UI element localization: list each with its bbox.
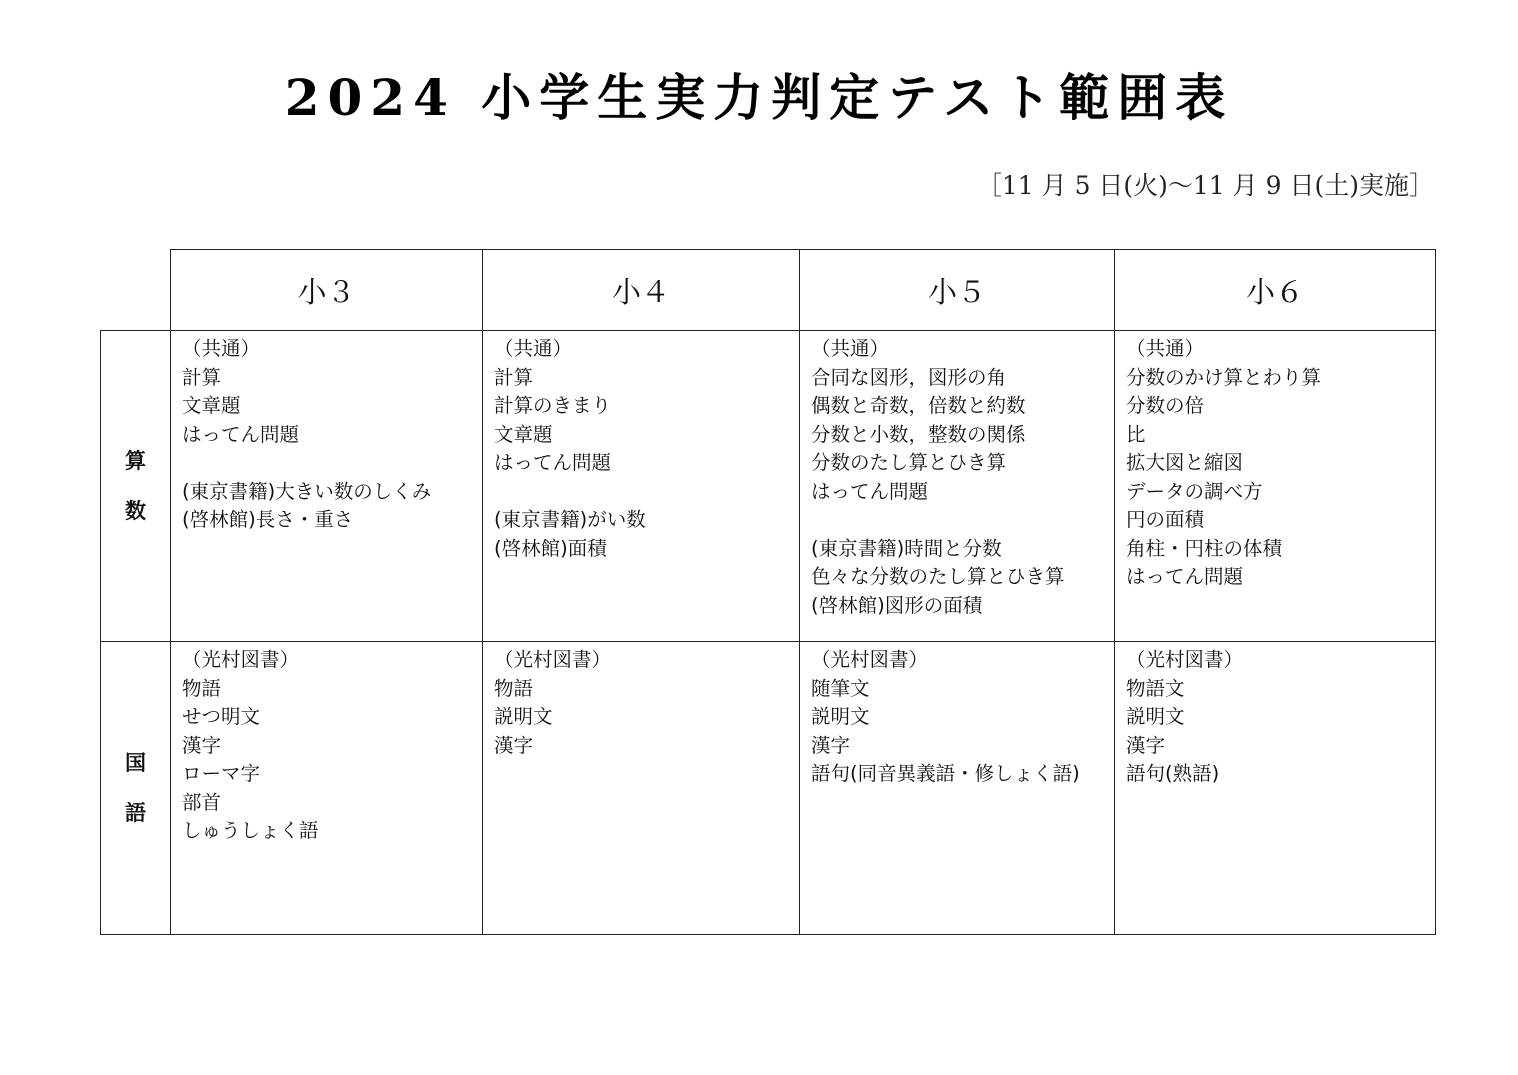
topic-line: 説明文 (1126, 705, 1185, 728)
topic-line: 計算のきまり (494, 394, 612, 417)
topic-line: 語句(熟語) (1126, 762, 1220, 785)
topic-line (494, 478, 799, 507)
topic-line: （共通） (182, 337, 261, 360)
topic-line: 色々な分数のたし算とひき算 (811, 565, 1065, 588)
japanese-cell (483, 642, 800, 935)
scope-table (100, 249, 1436, 935)
topic-line: 分数のたし算とひき算 (811, 451, 1007, 474)
grade-header-row (101, 250, 1436, 331)
topic-line: 文章題 (494, 422, 553, 446)
topic-line: 漢字 (494, 733, 534, 757)
topic-line: (東京書籍)がい数 (494, 508, 646, 531)
topic-line: (啓林館)長さ・重さ (182, 508, 354, 531)
corner-cell (101, 250, 171, 331)
topic-line: 計算 (182, 365, 222, 389)
topic-line: (啓林館)面積 (494, 536, 607, 560)
topic-line: 比 (1126, 422, 1146, 446)
subject-label-japanese: 国 語 (101, 642, 171, 935)
math-cell (1115, 331, 1436, 642)
topic-line: 偶数と奇数，倍数と約数 (811, 394, 1026, 417)
topic-line: （光村図書） (494, 648, 612, 671)
topic-line: （光村図書） (182, 648, 300, 671)
math-cell (800, 331, 1115, 642)
topic-line: 合同な図形，図形の角 (811, 365, 1007, 389)
topic-line: （共通） (811, 337, 890, 360)
topic-line: 物語 (494, 676, 534, 700)
topic-line: はってん問題 (182, 422, 300, 446)
topic-line: はってん問題 (494, 451, 612, 474)
math-row (101, 331, 1436, 642)
topic-line: 漢字 (811, 733, 851, 757)
topic-line: （共通） (494, 337, 573, 360)
topic-line: 物語文 (1126, 676, 1185, 700)
grade-header: 小６ (1115, 250, 1436, 331)
topic-line (182, 449, 482, 478)
topic-line: (東京書籍)時間と分数 (811, 536, 1002, 560)
topic-line: (啓林館)図形の面積 (811, 593, 983, 617)
topic-line: 文章題 (182, 394, 241, 417)
topic-line: 角柱・円柱の体積 (1126, 536, 1283, 560)
page-title: 2024 小学生実力判定テスト範囲表 (284, 68, 1234, 127)
test-date: ［11 月 5 日(火)～11 月 9 日(土)実施］ (976, 171, 1434, 200)
topic-line: はってん問題 (811, 479, 929, 503)
topic-line: ローマ字 (182, 762, 261, 785)
topic-line: 計算 (494, 365, 534, 389)
topic-line: 説明文 (494, 705, 553, 728)
topic-line: データの調べ方 (1126, 479, 1263, 503)
topic-line: 漢字 (182, 733, 222, 757)
grade-header: 小３ (171, 250, 483, 331)
topic-line: 物語 (182, 676, 222, 700)
topic-line: 拡大図と縮図 (1126, 451, 1244, 474)
topic-line: 分数の倍 (1126, 394, 1205, 417)
topic-line: 随筆文 (811, 676, 870, 700)
topic-line: (東京書籍)大きい数のしくみ (182, 479, 432, 503)
topic-line: 分数のかけ算とわり算 (1126, 365, 1322, 389)
topic-line: せつ明文 (182, 705, 261, 728)
topic-line (811, 506, 1114, 535)
topic-line: 部首 (182, 790, 222, 814)
math-cell (171, 331, 483, 642)
topic-line: 説明文 (811, 705, 870, 728)
grade-header: 小４ (483, 250, 800, 331)
topic-line: しゅうしょく語 (182, 819, 319, 842)
topic-line: はってん問題 (1126, 565, 1244, 588)
japanese-row (101, 642, 1436, 935)
topic-line: （共通） (1126, 337, 1205, 360)
topic-line: 円の面積 (1126, 508, 1205, 531)
japanese-cell (800, 642, 1115, 935)
topic-line: 語句(同音異義語・修しょく語) (811, 762, 1080, 785)
topic-line: （光村図書） (811, 648, 929, 671)
grade-header: 小５ (800, 250, 1115, 331)
topic-line: （光村図書） (1126, 648, 1244, 671)
math-cell (483, 331, 800, 642)
topic-line: 分数と小数，整数の関係 (811, 422, 1026, 446)
subject-label-math: 算 数 (101, 331, 171, 642)
japanese-cell (1115, 642, 1436, 935)
topic-line: 漢字 (1126, 733, 1166, 757)
japanese-cell (171, 642, 483, 935)
